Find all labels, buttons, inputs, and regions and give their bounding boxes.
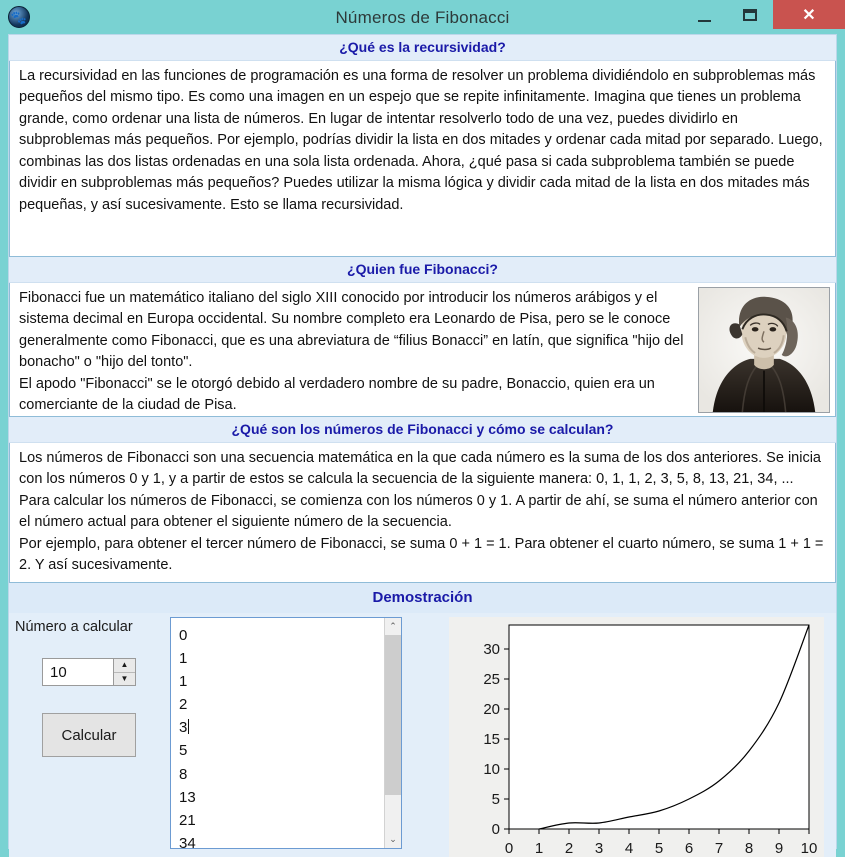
- y-tick-label: 5: [491, 791, 500, 808]
- scroll-down-icon[interactable]: ⌄: [385, 831, 401, 848]
- numero-spinner[interactable]: [42, 658, 136, 686]
- minimize-button[interactable]: [681, 0, 727, 29]
- x-tick-label: 7: [714, 840, 724, 857]
- list-item[interactable]: 8: [179, 765, 188, 783]
- title-bar: [0, 0, 845, 36]
- fibonacci-bio-paragraph-1: Fibonacci fue un matemático italiano del siglo XIII conocido por introducir los números arábigos y el sistema decimal en Europa occidental. Su nombre completo era Leonardo de Pisa, pero se le conoce generalmente como Fibonacci, que es una abreviatura de “filius Bonacci” en latín, que significa "hijo del bonacho" o "hijo del tonto".: [19, 290, 684, 371]
- fibonacci-chart: [449, 617, 824, 857]
- section-header-demostracion: Demostración: [9, 583, 836, 613]
- demo-panel: [9, 613, 836, 857]
- y-tick-label: 0: [491, 821, 500, 838]
- y-tick-label: 30: [483, 641, 500, 658]
- section-header-que-son-los-numeros: ¿Qué son los números de Fibonacci y cómo se calculan?: [9, 417, 836, 443]
- window-title: Números de Fibonacci: [335, 8, 510, 27]
- window-controls: [681, 0, 845, 29]
- section-header-quien-fue-fibonacci: ¿Quien fue Fibonacci?: [9, 257, 836, 283]
- x-tick-label: 9: [774, 840, 784, 857]
- numeros-paragraph-1: Los números de Fibonacci son una secuencia matemática en la que cada número es la suma de los dos anteriores. Se inicia con los números 0 y 1, y a partir de estos se calcula la secuencia de la siguiente manera: 0, 1, 1, 2, 3, 5, 8, 13, 21, 34, ...: [19, 450, 821, 488]
- results-list[interactable]: [171, 618, 384, 848]
- section-body-que-son-los-numeros: [9, 443, 836, 583]
- y-tick-label: 20: [483, 701, 500, 718]
- y-tick-label: 15: [483, 731, 500, 748]
- close-button[interactable]: ✕: [773, 0, 845, 29]
- scrollbar-thumb[interactable]: [385, 635, 401, 795]
- x-tick-label: 8: [744, 840, 754, 857]
- x-tick-label: 5: [654, 840, 664, 857]
- section-header-recursividad: ¿Qué es la recursividad?: [9, 35, 836, 61]
- scroll-up-icon[interactable]: ⌃: [385, 618, 401, 635]
- x-tick-label: 4: [624, 840, 634, 857]
- list-item[interactable]: 1: [179, 673, 188, 691]
- x-tick-label: 1: [534, 840, 544, 857]
- x-tick-label: 2: [564, 840, 574, 857]
- numeros-paragraph-3: Por ejemplo, para obtener el tercer número de Fibonacci, se suma 0 + 1 = 1. Para obtener el cuarto número, se suma 1 + 1 = 2. Y así sucesivamente.: [19, 535, 824, 574]
- recursividad-paragraph: La recursividad en las funciones de programación es una forma de resolver un problema dividiéndolo en subproblemas más pequeños del mismo tipo. Es como una imagen en un espejo que se repite infinitamente. Imagina que tienes un problema grande, como ordenar una lista de números. En lugar de intentar resolverlo todo de una vez, puedes dividirlo en subproblemas más pequeños. Por ejemplo, podrías dividir la lista en dos mitades y ordenar cada mitad por separado. Luego, combinas las dos listas ordenadas en una sola lista ordenada. Ahora, ¿qué pasa si cada subproblema también se puede dividir en subproblemas más pequeños? Puedes utilizar la misma lógica y dividir cada mitad de la lista en dos mitades más pequeñas, y así sucesivamente. Esto se llama recursividad.: [19, 68, 823, 213]
- section-body-recursividad: [9, 61, 836, 257]
- section-recursividad: [9, 35, 836, 257]
- fibonacci-portrait-image: [698, 287, 830, 413]
- paw-icon: 🐾: [8, 6, 30, 28]
- list-item[interactable]: 1: [179, 650, 188, 668]
- list-item[interactable]: 2: [179, 696, 188, 714]
- content-frame: [8, 34, 837, 857]
- list-item[interactable]: 34: [179, 834, 196, 848]
- y-tick-label: 25: [483, 671, 500, 688]
- calcular-button[interactable]: Calcular: [42, 713, 136, 757]
- spinner-up-icon[interactable]: ▲: [114, 659, 135, 673]
- results-scrollbar[interactable]: [384, 618, 401, 848]
- chart-svg: [449, 617, 824, 857]
- numero-input-value[interactable]: 10: [50, 663, 67, 681]
- list-item[interactable]: 3: [179, 716, 384, 739]
- numeros-paragraph-2: Para calcular los números de Fibonacci, se comienza con los números 0 y 1. A partir de ahí, se suma el número anterior con el número actual para obtener el siguiente número de la secuencia.: [19, 492, 818, 531]
- list-item[interactable]: 13: [179, 788, 196, 806]
- numero-a-calcular-label: Número a calcular: [15, 619, 133, 635]
- x-tick-label: 0: [504, 840, 514, 857]
- spinner-buttons: [113, 659, 135, 685]
- list-item[interactable]: 0: [179, 627, 188, 644]
- x-tick-label: 3: [594, 840, 604, 857]
- maximize-button[interactable]: [727, 0, 773, 29]
- section-quien-fue-fibonacci: [9, 257, 836, 417]
- list-item[interactable]: 21: [179, 811, 196, 829]
- scrollbar-track[interactable]: [385, 635, 401, 831]
- x-tick-label: 6: [684, 840, 694, 857]
- y-tick-label: 10: [483, 761, 500, 778]
- x-tick-label: 10: [800, 840, 818, 857]
- results-listbox[interactable]: [170, 617, 402, 849]
- fibonacci-bio-paragraph-2: El apodo "Fibonacci" se le otorgó debido al verdadero nombre de su padre, Bonaccio, quien era un comerciante de la ciudad de Pisa.: [19, 375, 655, 414]
- section-body-quien-fue-fibonacci: [9, 283, 836, 417]
- spinner-down-icon[interactable]: ▼: [120, 673, 129, 683]
- section-que-son-los-numeros: [9, 417, 836, 583]
- list-item[interactable]: 5: [179, 742, 188, 760]
